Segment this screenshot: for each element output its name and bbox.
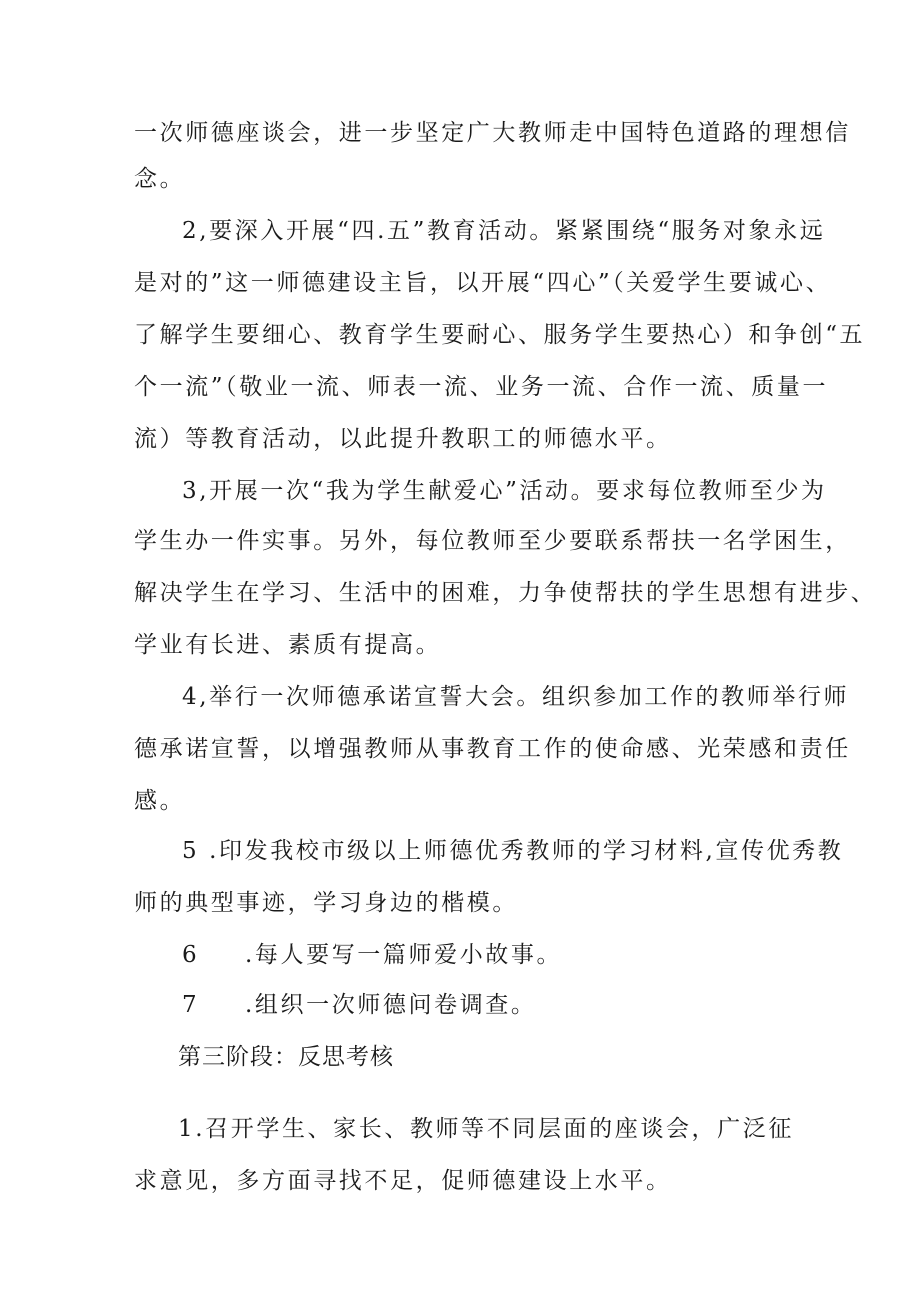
paragraph-line: 4,举行一次师德承诺宣誓大会。组织参加工作的教师举行师 [182,684,850,710]
paragraph-line: 5 .印发我校市级以上师德优秀教师的学习材料,宣传优秀教 [182,838,844,864]
paragraph-line: 师的典型事迹，学习身边的楷模。 [134,890,518,916]
section-heading: 第三阶段：反思考核 [178,1044,394,1070]
paragraph-line: 个一流”（敬业一流、师表一流、业务一流、合作一流、质量一 [134,374,829,400]
paragraph-line: 流）等教育活动，以此提升教职工的师德水平。 [134,426,672,452]
item-number: 6 [182,942,200,968]
paragraph-line: 解决学生在学习、生活中的困难，力争使帮扶的学生思想有进步、 [134,580,877,606]
paragraph-line: 德承诺宣誓，以增强教师从事教育工作的使命感、光荣感和责任 [134,736,851,762]
paragraph-line: 感。 [134,788,186,814]
paragraph-line: 念。 [134,166,186,192]
paragraph-line: 3,开展一次“我为学生献爱心”活动。要求每位教师至少为 [182,478,827,504]
paragraph-line: 学生办一件实事。另外，每位教师至少要联系帮扶一名学困生， [134,528,851,554]
paragraph-line: 2,要深入开展“四.五”教育活动。紧紧围绕“服务对象永远 [182,218,826,244]
paragraph-line: 1.召开学生、家长、教师等不同层面的座谈会，广泛征 [178,1116,794,1142]
paragraph-line: 一次师德座谈会，进一步坚定广大教师走中国特色道路的理想信 [134,120,851,146]
paragraph-line: 了解学生要细心、教育学生要耐心、服务学生要热心）和争创“五 [134,322,866,348]
item-number: 7 [182,992,200,1018]
paragraph-line: .组织一次师德问卷调查。 [245,992,537,1018]
paragraph-line: 学业有长进、素质有提高。 [134,632,442,658]
paragraph-line: 是对的”这一师德建设主旨，以开展“四心”（关爱学生要诚心、 [134,270,832,296]
paragraph-line: .每人要写一篇师爱小故事。 [245,942,563,968]
paragraph-line: 求意见，多方面寻找不足，促师德建设上水平。 [134,1168,672,1194]
